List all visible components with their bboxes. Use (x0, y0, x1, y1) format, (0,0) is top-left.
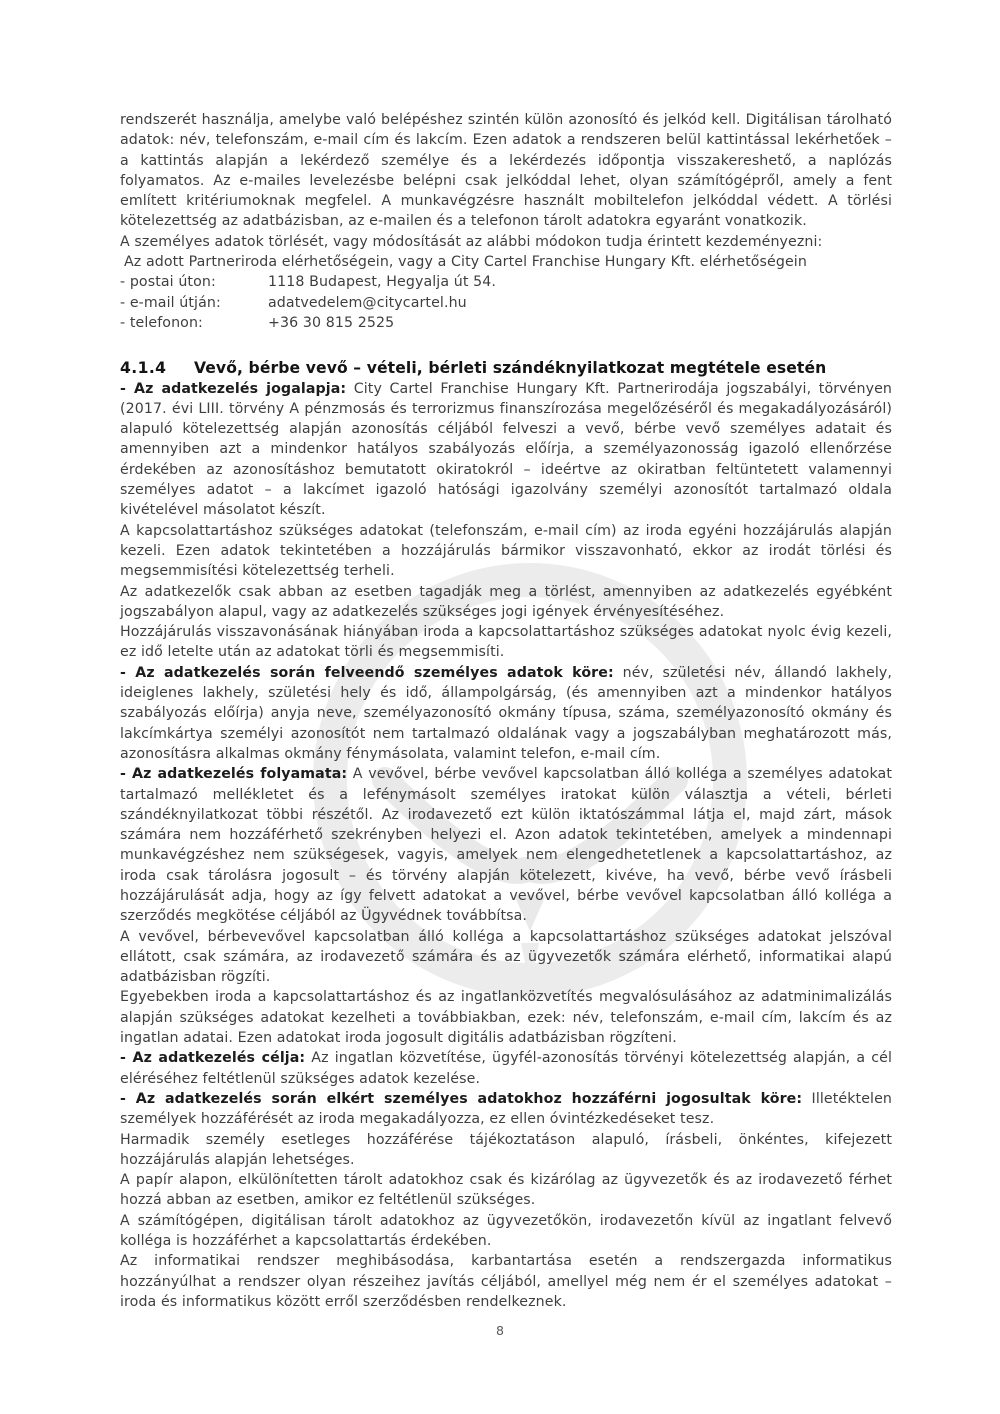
paragraph (120, 1130, 892, 1171)
contact-row (120, 272, 892, 292)
paragraph (120, 663, 892, 764)
paragraph-lead: - Az adatkezelés célja: (120, 1050, 306, 1067)
paragraph (120, 521, 892, 582)
paragraph (120, 764, 892, 926)
paragraph-text: Hozzájárulás visszavonásának hiányában iroda a kapcsolattartáshoz szükséges adatokat nyolc évig kezeli, ez idő letelte után az adatokat törli és megsemmisíti. (120, 624, 892, 661)
contact-value: +36 30 815 2525 (268, 314, 395, 331)
paragraph-text: A vevővel, bérbevevővel kapcsolatban álló kolléga a kapcsolattartáshoz szükséges adatokat jelszóval ellátott, csak számára, az irodavezető számára és az ügyvezetők számára elérhető, informatikai alapú adatbázisban rögzíti. (120, 928, 892, 986)
paragraph-text: Egyebekben iroda a kapcsolattartáshoz és az ingatlanközvetítés megvalósulásához az adatminimalizálás alapján szükséges adatokat kezelheti a továbbiakban, ezek: név, telefonszám, e-mail cím, lakcím és az ingatlan adatai. Ezen adatokat iroda jogosult digitális adatbázisban rögzíteni. (120, 989, 892, 1047)
paragraph (120, 379, 892, 521)
paragraph-text: A számítógépen, digitálisan tárolt adatokhoz az ügyvezetőkön, irodavezetőn kívül az ingatlant felvevő kolléga is hozzáférhet a kapcsolattartás érdekében. (120, 1212, 892, 1250)
paragraph-lead: - Az adatkezelés során felveendő személyes adatok köre: (120, 664, 614, 681)
section-number: 4.1.4 (120, 359, 167, 378)
paragraph-text: A kapcsolattartáshoz szükséges adatokat (telefonszám, e-mail cím) az iroda egyéni hozzájárulás alapján kezeli. Ezen adatok tekintetében a hozzájárulás bármikor visszavonható, ekkor az irodát törlési és megsemmisítési kötelezettség terheli. (120, 522, 892, 580)
paragraph-lead: - Az adatkezelés folyamata: (120, 766, 348, 783)
paragraph: rendszerét használja, amelybe való belépéshez szintén külön azonosító és jelkód kell. Digitálisan tárolható adatok: név, telefonszám, e-mail cím és lakcím. Ezen adatok a rendszeren belül kattintással lekérhetőek –a kattintás alapján a lekérdező személye és a lekérdezés időpontja visszakereshető, a naplózás folyamatos. Az e-mailes levelezésbe belépni csak jelkóddal lehet, olyan számítógépről, amely a fent említett kritériumoknak megfelel. A munkavégzésre használt mobiltelefon jelkóddal védett. A törlési kötelezettség az adatbázisban, az e-mailen és a telefonon tárolt adatokra egyaránt vonatkozik. (120, 112, 892, 230)
paragraph (120, 927, 892, 988)
paragraph (120, 1170, 892, 1211)
contact-value: adatvedelem@citycartel.hu (268, 294, 467, 311)
paragraph (120, 582, 892, 623)
paragraph-text: Az informatikai rendszer meghibásodása, karbantartása esetén a rendszergazda informatikus hozzányúlhat a rendszer olyan részeihez javítás céljából, amellyel még nem ér el személyes adatokat – iroda és informatikus között erről szerződésben rendelkeznek. (120, 1253, 892, 1310)
page-content (120, 110, 892, 1312)
paragraph: A személyes adatok törlését, vagy módosítását az alábbi módokon tudja érintett kezdeményezni: (120, 233, 823, 250)
contact-row (120, 313, 892, 333)
paragraph-text: A papír alapon, elkülönítetten tárolt adatokhoz csak és kizárólag az ügyvezetők és az irodavezető férhet hozzá abban az esetben, amikor ez feltétlenül szükséges. (120, 1172, 892, 1209)
contact-label: - telefonon: (120, 314, 203, 331)
paragraph (120, 1089, 892, 1130)
section-title: Vevő, bérbe vevő – vételi, bérleti szándéknyilatkozat megtétele esetén (193, 359, 827, 378)
paragraph-text: Az ingatlan közvetítése, ügyfél-azonosítás törvényi kötelezettség alapján, a cél eléréséhez feltétlenül szükséges adatok kezelése. (120, 1050, 892, 1087)
paragraph (120, 1048, 892, 1089)
paragraph-text: Harmadik személy esetleges hozzáférése tájékoztatáson alapuló, írásbeli, önkéntes, kifejezett hozzájárulás alapján lehetséges. (120, 1131, 892, 1168)
paragraph (120, 987, 892, 1048)
paragraph (120, 622, 892, 663)
paragraph-text: név, születési név, állandó lakhely, ideiglenes lakhely, születési hely és idő, állampolgárság, (és amennyiben azt a mindenkor hatályos szabályozás előírja) anyja neve, személyazonosító okmány típusa, száma, személyazonosító okmány és lakcímkártya személyi azonosítót nem tartalmazó oldalának vagy a jogszabályban meghatározott más, azonosításra alkalmas okmány fénymásolata, valamint telefon, e-mail cím. (120, 664, 893, 762)
paragraph (120, 1211, 892, 1252)
contact-label: - e-mail útján: (120, 294, 221, 311)
contact-label: - postai úton: (120, 274, 216, 291)
paragraph: Az adott Partneriroda elérhetőségein, vagy a City Cartel Franchise Hungary Kft. elérhetőségein (124, 254, 807, 271)
paragraph-text: A vevővel, bérbe vevővel kapcsolatban álló kolléga a személyes adatokat tartalmazó mellékletet és a lefénymásolt személyes iratokat külön választja a vételi, bérleti szándéknyilatkozat többi részétől. Az irodavezető ezt külön iktatószámmal látja el, majd zárt, mások számára nem hozzáférhető szekrényben helyezi el. Azon adatok tekintetében, amelyek a mindennapi munkavégzéshez nem szükségesek, vagyis, amelyek nem elengedhetetlenek a kapcsolattartáshoz, az iroda csak tárolásra jogosult – és törvény alapján kötelezett, kivéve, ha vevő, bérbe vevő írásbeli hozzájárulását adja, hogy az így felvett adatokat a vevővel, bérbe vevővel kapcsolatban álló kolléga a szerződés megkötése céljából az Ügyvédnek továbbítsa. (120, 766, 892, 925)
paragraph-text: City Cartel Franchise Hungary Kft. Partnerirodája jogszabályi, törvényen (2017. évi LIII. törvény A pénzmosás és terrorizmus finanszírozása megelőzéséről és megakadályozásáról) alapuló kötelezettség alapján azonosítás céljából felveszi a vevő, bérbe vevő személyes adatait és amennyiben azt a mindenkor hatályos szabályozás előírja, a személyazonosság igazoló ellenőrzése érdekében az azonosításhoz bemutatott okiratokról – ideértve az okiratban feltüntetett valamennyi személyes adatot – a lakcímet igazoló hatósági igazolvány személyi azonosítót tartalmazó oldala kivételével másolatot készít. (120, 380, 892, 519)
paragraph-text: Illetéktelen személyek hozzáférését az iroda megakadályozza, ez ellen óvintézkedéseket tesz. (120, 1090, 892, 1128)
paragraph (120, 1251, 892, 1312)
paragraph-text: Az adatkezelők csak abban az esetben tagadják meg a törlést, amennyiben az adatkezelés egyébként jogszabályon alapul, vagy az adatkezelés szükséges jogi igények érvényesítéséhez. (120, 583, 892, 620)
paragraph-lead: - Az adatkezelés jogalapja: (120, 380, 347, 397)
contact-value: 1118 Budapest, Hegyalja út 54. (268, 274, 496, 291)
section-heading (120, 358, 892, 378)
paragraph-lead: - Az adatkezelés során elkért személyes adatokhoz hozzáférni jogosultak köre: (120, 1090, 803, 1107)
page-number: 8 (496, 1323, 504, 1338)
contact-row (120, 293, 892, 313)
